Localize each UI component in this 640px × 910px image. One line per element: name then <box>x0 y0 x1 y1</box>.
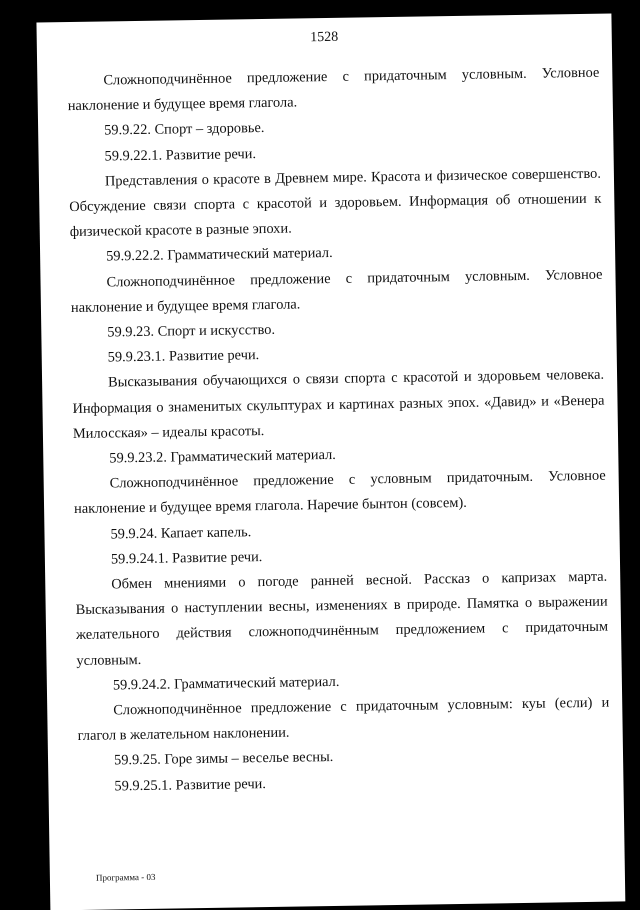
section-heading: 59.9.24.1. Развитие речи. <box>110 548 263 568</box>
page-footer: Программа - 03 <box>95 871 156 883</box>
paragraph: Представления о красоте в Древнем мире. Красота и физическое совершенство. Обсуждение связи спорта с красотой и здоровьем. Информация об отношении к физической красоте в разные эпохи. <box>69 165 602 241</box>
page-content <box>67 61 610 800</box>
section-heading: 59.9.22.2. Грамматический материал. <box>106 245 333 265</box>
paragraph: Сложноподчинённое предложение с условным придаточным. Условное наклонение и будущее время глагола. Наречие бынтон (совсем). <box>73 467 606 518</box>
paragraph: Сложноподчинённое предложение с придаточным условным. Условное наклонение и будущее время глагола. <box>70 266 603 316</box>
section-heading: 59.9.23.2. Грамматический материал. <box>109 446 336 467</box>
section-heading: 59.9.24.2. Грамматический материал. <box>112 673 340 694</box>
section-heading: 59.9.25. Горе зимы – веселье весны. <box>113 749 334 769</box>
section-heading: 59.9.23. Спорт и искусство. <box>107 321 276 341</box>
paragraph: Высказывания обучающихся о связи спорта с красотой и здоровьем человека. Информация о знаменитых скульптурах и картинах разных эпох. «Давид» и «Венера Милосская» – идеалы красоты. <box>72 367 605 442</box>
document-page <box>36 14 625 910</box>
section-heading: 59.9.25.1. Развитие речи. <box>114 775 267 795</box>
section-heading: 59.9.22.1. Развитие речи. <box>104 145 257 165</box>
section-heading: 59.9.23.1. Развитие речи. <box>107 347 260 366</box>
page-number: 1528 <box>310 29 339 46</box>
paragraph: Сложноподчинённое предложение с придаточным условным. Условное наклонение и будущее время глагола. <box>67 64 600 115</box>
paragraph: Сложноподчинённое предложение с придаточным условным: куы (если) и глагол в желательном наклонении. <box>77 694 610 745</box>
section-heading: 59.9.24. Капает капель. <box>110 523 252 543</box>
paragraph: Обмен мнениями о погоде ранней весной. Рассказ о капризах марта. Высказывания о наступлении весны, изменениях в природе. Памятка о выражении желательного действия сложноподчинённым предложением с придаточным условным. <box>75 568 609 669</box>
section-heading: 59.9.22. Спорт – здоровье. <box>104 120 265 139</box>
